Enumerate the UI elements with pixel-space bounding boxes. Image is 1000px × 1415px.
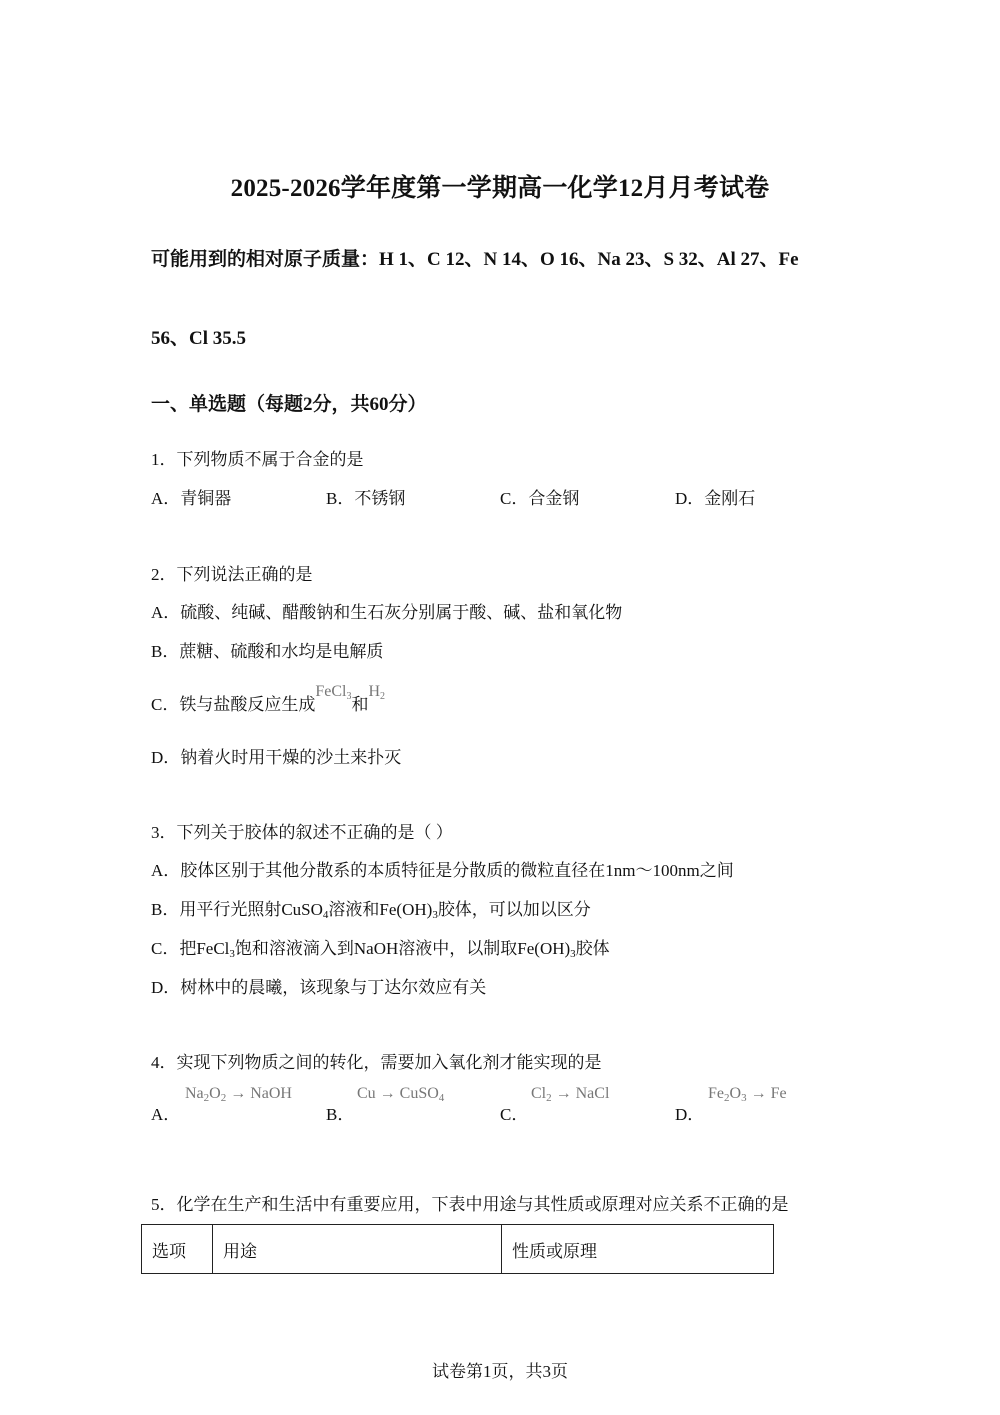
question-4-option-c-formula: $Cl_2$ → NaCl <box>531 1085 610 1104</box>
table-header-row <box>142 1225 774 1274</box>
question-5-stem: 5．化学在生产和生活中有重要应用，下表中用途与其性质或原理对应关系不正确的是 <box>151 1195 789 1214</box>
question-2-option-d: D．钠着火时用干燥的沙土来扑灭 <box>151 748 402 767</box>
table-header-usage: 用途 <box>213 1225 502 1274</box>
question-2-option-c-text: C．铁与盐酸反应生成 <box>151 695 316 714</box>
question-2-option-c-conjunction: 和 <box>351 695 369 714</box>
question-4-option-d-label: D． <box>675 1105 705 1124</box>
question-2-option-a: A．硫酸、纯碱、醋酸钠和生石灰分别属于酸、碱、盐和氧化物 <box>151 603 623 622</box>
question-5-table <box>141 1224 774 1274</box>
question-4-option-a-label: A． <box>151 1105 181 1124</box>
question-3-stem: 3．下列关于胶体的叙述不正确的是（ ） <box>151 823 453 842</box>
question-1-option-b: B．不锈钢 <box>326 489 406 508</box>
atomic-mass-line-2: 56、Cl 35.5 <box>151 328 247 349</box>
section-heading: 一、单选题（每题2分，共60分） <box>151 394 427 415</box>
question-3-option-d: D．树林中的晨曦，该现象与丁达尔效应有关 <box>151 978 487 997</box>
table-header-option: 选项 <box>142 1225 213 1274</box>
question-4-option-c-label: C． <box>500 1105 529 1124</box>
question-4-option-d-formula: $Fe_2O_3 \to Fe$ <box>708 1085 787 1104</box>
h2-formula: $H_2$ <box>368 683 386 702</box>
page-title: 2025-2026学年度第一学期高一化学12月月考试卷 <box>230 175 770 202</box>
question-4-option-b-formula: Cu → CuSO$_4$ <box>357 1085 445 1104</box>
table-header-property: 性质或原理 <box>502 1225 774 1274</box>
question-2-option-c <box>151 683 386 716</box>
question-3-option-a: A．胶体区别于其他分散系的本质特征是分散质的微粒直径在1nm～100nm之间 <box>151 861 734 880</box>
question-4-option-b-label: B． <box>326 1105 355 1124</box>
atomic-mass-line-1: 可能用到的相对原子质量：H 1、C 12、N 14、O 16、Na 23、S 32、Al 27、Fe <box>151 249 799 270</box>
question-1-option-c: C．合金钢 <box>500 489 580 508</box>
page-footer: 试卷第1页，共3页 <box>432 1362 568 1381</box>
question-3-option-c: C．把FeCl$_3$饱和溶液滴入到NaOH溶液中，以制取$Fe(OH)_3$胶体 <box>151 939 610 960</box>
question-2-stem: 2．下列说法正确的是 <box>151 565 313 584</box>
question-4-option-a-formula: $Na_2O_2$ → NaOH <box>185 1085 292 1104</box>
question-4-stem: 4．实现下列物质之间的转化，需要加入氧化剂才能实现的是 <box>151 1053 602 1072</box>
question-3-option-b: B．用平行光照射CuSO$_4$溶液和$Fe(OH)_3$胶体，可以加以区分 <box>151 900 591 921</box>
question-1-option-a: A．青铜器 <box>151 489 232 508</box>
question-2-option-b: B．蔗糖、硫酸和水均是电解质 <box>151 642 384 661</box>
fecl3-formula: FeCl$_3$ <box>315 683 352 702</box>
question-1-stem: 1．下列物质不属于合金的是 <box>151 450 364 469</box>
question-1-option-d: D．金刚石 <box>675 489 756 508</box>
